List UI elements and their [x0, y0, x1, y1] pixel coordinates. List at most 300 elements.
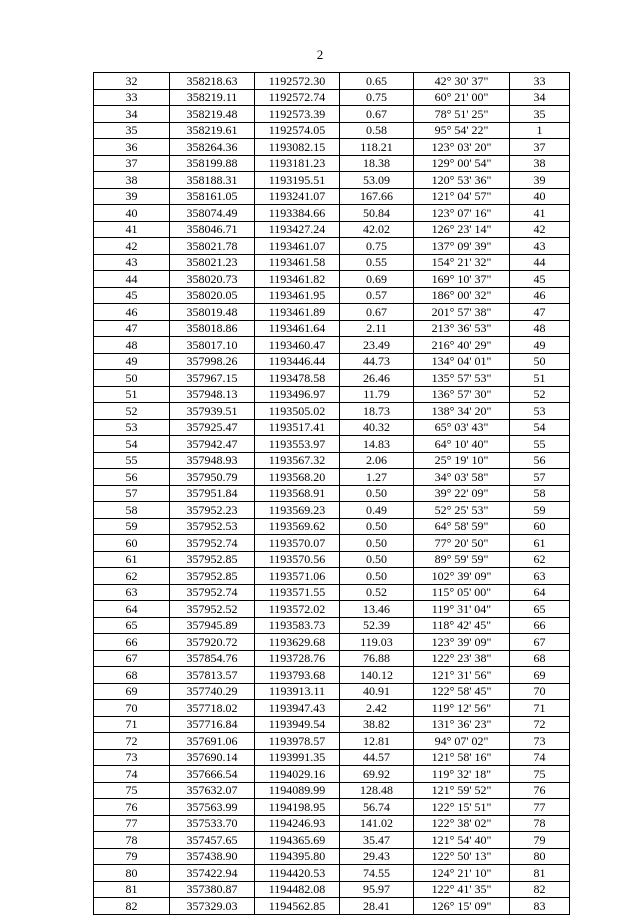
next-point-cell: 67: [510, 634, 570, 651]
direction-angle-cell: 137° 09' 39": [414, 238, 510, 255]
x-coordinate-cell: 357438.90: [170, 848, 255, 865]
y-coordinate-cell: 1192572.74: [255, 89, 340, 106]
x-coordinate-cell: 357920.72: [170, 634, 255, 651]
length-cell: 13.46: [340, 601, 414, 618]
length-cell: 0.69: [340, 271, 414, 288]
direction-angle-cell: 121° 59' 52": [414, 782, 510, 799]
next-point-cell: 70: [510, 683, 570, 700]
direction-angle-cell: 201° 57' 38": [414, 304, 510, 321]
direction-angle-cell: 123° 03' 20": [414, 139, 510, 156]
next-point-cell: 1: [510, 122, 570, 139]
length-cell: 0.52: [340, 584, 414, 601]
length-cell: 119.03: [340, 634, 414, 651]
x-coordinate-cell: 357563.99: [170, 799, 255, 816]
y-coordinate-cell: 1193461.89: [255, 304, 340, 321]
next-point-cell: 75: [510, 766, 570, 783]
x-coordinate-cell: 357952.74: [170, 584, 255, 601]
direction-angle-cell: 52° 25' 53": [414, 502, 510, 519]
point-number-cell: 76: [94, 799, 170, 816]
x-coordinate-cell: 357632.07: [170, 782, 255, 799]
x-coordinate-cell: 357951.84: [170, 485, 255, 502]
direction-angle-cell: 102° 39' 09": [414, 568, 510, 585]
table-row: [94, 832, 570, 849]
length-cell: 0.57: [340, 287, 414, 304]
point-number-cell: 40: [94, 205, 170, 222]
y-coordinate-cell: 1193567.32: [255, 452, 340, 469]
direction-angle-cell: 124° 21' 10": [414, 865, 510, 882]
length-cell: 0.65: [340, 73, 414, 90]
y-coordinate-cell: 1193478.58: [255, 370, 340, 387]
x-coordinate-cell: 357939.51: [170, 403, 255, 420]
next-point-cell: 77: [510, 799, 570, 816]
direction-angle-cell: 213° 36' 53": [414, 320, 510, 337]
direction-angle-cell: 64° 10' 40": [414, 436, 510, 453]
x-coordinate-cell: 358021.23: [170, 254, 255, 271]
table-row: [94, 106, 570, 123]
length-cell: 56.74: [340, 799, 414, 816]
table-row: [94, 122, 570, 139]
point-number-cell: 67: [94, 650, 170, 667]
length-cell: 0.49: [340, 502, 414, 519]
direction-angle-cell: 123° 39' 09": [414, 634, 510, 651]
point-number-cell: 38: [94, 172, 170, 189]
x-coordinate-cell: 358021.78: [170, 238, 255, 255]
point-number-cell: 79: [94, 848, 170, 865]
direction-angle-cell: 126° 15' 09": [414, 898, 510, 915]
direction-angle-cell: 65° 03' 43": [414, 419, 510, 436]
x-coordinate-cell: 357952.85: [170, 568, 255, 585]
direction-angle-cell: 122° 58' 45": [414, 683, 510, 700]
x-coordinate-cell: 358074.49: [170, 205, 255, 222]
length-cell: 140.12: [340, 667, 414, 684]
table-row: [94, 320, 570, 337]
point-number-cell: 64: [94, 601, 170, 618]
point-number-cell: 41: [94, 221, 170, 238]
length-cell: 0.50: [340, 551, 414, 568]
y-coordinate-cell: 1193505.02: [255, 403, 340, 420]
y-coordinate-cell: 1193181.23: [255, 155, 340, 172]
point-number-cell: 59: [94, 518, 170, 535]
length-cell: 50.84: [340, 205, 414, 222]
table-row: [94, 650, 570, 667]
table-row: [94, 452, 570, 469]
x-coordinate-cell: 358218.63: [170, 73, 255, 90]
direction-angle-cell: 126° 23' 14": [414, 221, 510, 238]
x-coordinate-cell: 358020.05: [170, 287, 255, 304]
next-point-cell: 53: [510, 403, 570, 420]
point-number-cell: 35: [94, 122, 170, 139]
y-coordinate-cell: 1193082.15: [255, 139, 340, 156]
table-row: [94, 667, 570, 684]
y-coordinate-cell: 1194365.69: [255, 832, 340, 849]
direction-angle-cell: 119° 31' 04": [414, 601, 510, 618]
table-row: [94, 683, 570, 700]
point-number-cell: 45: [94, 287, 170, 304]
point-number-cell: 48: [94, 337, 170, 354]
direction-angle-cell: 122° 38' 02": [414, 815, 510, 832]
direction-angle-cell: 123° 07' 16": [414, 205, 510, 222]
x-coordinate-cell: 357666.54: [170, 766, 255, 783]
x-coordinate-cell: 358188.31: [170, 172, 255, 189]
point-number-cell: 68: [94, 667, 170, 684]
y-coordinate-cell: 1192574.05: [255, 122, 340, 139]
point-number-cell: 32: [94, 73, 170, 90]
next-point-cell: 63: [510, 568, 570, 585]
point-number-cell: 53: [94, 419, 170, 436]
length-cell: 2.11: [340, 320, 414, 337]
next-point-cell: 39: [510, 172, 570, 189]
direction-angle-cell: 122° 23' 38": [414, 650, 510, 667]
x-coordinate-cell: 357967.15: [170, 370, 255, 387]
length-cell: 28.41: [340, 898, 414, 915]
table-row: [94, 205, 570, 222]
length-cell: 12.81: [340, 733, 414, 750]
y-coordinate-cell: 1193427.24: [255, 221, 340, 238]
next-point-cell: 72: [510, 716, 570, 733]
point-number-cell: 50: [94, 370, 170, 387]
x-coordinate-cell: 358019.48: [170, 304, 255, 321]
x-coordinate-cell: 357998.26: [170, 353, 255, 370]
table-row: [94, 304, 570, 321]
next-point-cell: 69: [510, 667, 570, 684]
direction-angle-cell: 136° 57' 30": [414, 386, 510, 403]
length-cell: 1.27: [340, 469, 414, 486]
next-point-cell: 54: [510, 419, 570, 436]
y-coordinate-cell: 1193461.95: [255, 287, 340, 304]
x-coordinate-cell: 357718.02: [170, 700, 255, 717]
table-row: [94, 254, 570, 271]
next-point-cell: 79: [510, 832, 570, 849]
length-cell: 0.50: [340, 535, 414, 552]
next-point-cell: 38: [510, 155, 570, 172]
table-row: [94, 584, 570, 601]
point-number-cell: 36: [94, 139, 170, 156]
length-cell: 18.38: [340, 155, 414, 172]
y-coordinate-cell: 1193461.58: [255, 254, 340, 271]
next-point-cell: 49: [510, 337, 570, 354]
x-coordinate-cell: 357690.14: [170, 749, 255, 766]
length-cell: 74.55: [340, 865, 414, 882]
direction-angle-cell: 154° 21' 32": [414, 254, 510, 271]
x-coordinate-cell: 357740.29: [170, 683, 255, 700]
table-row: [94, 716, 570, 733]
length-cell: 0.67: [340, 304, 414, 321]
x-coordinate-cell: 357952.52: [170, 601, 255, 618]
table-row: [94, 485, 570, 502]
table-row: [94, 782, 570, 799]
x-coordinate-cell: 357422.94: [170, 865, 255, 882]
y-coordinate-cell: 1193461.82: [255, 271, 340, 288]
length-cell: 44.57: [340, 749, 414, 766]
point-number-cell: 77: [94, 815, 170, 832]
length-cell: 26.46: [340, 370, 414, 387]
y-coordinate-cell: 1193570.56: [255, 551, 340, 568]
point-number-cell: 80: [94, 865, 170, 882]
direction-angle-cell: 121° 54' 40": [414, 832, 510, 849]
table-row: [94, 865, 570, 882]
point-number-cell: 71: [94, 716, 170, 733]
direction-angle-cell: 118° 42' 45": [414, 617, 510, 634]
y-coordinate-cell: 1193572.02: [255, 601, 340, 618]
y-coordinate-cell: 1193570.07: [255, 535, 340, 552]
x-coordinate-cell: 358046.71: [170, 221, 255, 238]
next-point-cell: 83: [510, 898, 570, 915]
table-row: [94, 188, 570, 205]
table-row: [94, 370, 570, 387]
table-row: [94, 568, 570, 585]
length-cell: 18.73: [340, 403, 414, 420]
length-cell: 40.91: [340, 683, 414, 700]
point-number-cell: 46: [94, 304, 170, 321]
next-point-cell: 61: [510, 535, 570, 552]
table-row: [94, 353, 570, 370]
point-number-cell: 75: [94, 782, 170, 799]
next-point-cell: 55: [510, 436, 570, 453]
direction-angle-cell: 122° 41' 35": [414, 881, 510, 898]
point-number-cell: 55: [94, 452, 170, 469]
point-number-cell: 61: [94, 551, 170, 568]
next-point-cell: 37: [510, 139, 570, 156]
length-cell: 29.43: [340, 848, 414, 865]
next-point-cell: 71: [510, 700, 570, 717]
x-coordinate-cell: 358219.61: [170, 122, 255, 139]
y-coordinate-cell: 1193728.76: [255, 650, 340, 667]
next-point-cell: 78: [510, 815, 570, 832]
table-row: [94, 848, 570, 865]
x-coordinate-cell: 358199.88: [170, 155, 255, 172]
point-number-cell: 62: [94, 568, 170, 585]
table-row: [94, 287, 570, 304]
x-coordinate-cell: 357948.93: [170, 452, 255, 469]
x-coordinate-cell: 358017.10: [170, 337, 255, 354]
x-coordinate-cell: 357942.47: [170, 436, 255, 453]
point-number-cell: 69: [94, 683, 170, 700]
direction-angle-cell: 25° 19' 10": [414, 452, 510, 469]
y-coordinate-cell: 1193569.23: [255, 502, 340, 519]
x-coordinate-cell: 358018.86: [170, 320, 255, 337]
table-row: [94, 766, 570, 783]
point-number-cell: 33: [94, 89, 170, 106]
direction-angle-cell: 120° 53' 36": [414, 172, 510, 189]
x-coordinate-cell: 358020.73: [170, 271, 255, 288]
next-point-cell: 74: [510, 749, 570, 766]
table-row: [94, 799, 570, 816]
point-number-cell: 51: [94, 386, 170, 403]
table-row: [94, 898, 570, 915]
table-row: [94, 155, 570, 172]
length-cell: 0.50: [340, 485, 414, 502]
direction-angle-cell: 77° 20' 50": [414, 535, 510, 552]
y-coordinate-cell: 1193460.47: [255, 337, 340, 354]
x-coordinate-cell: 357380.87: [170, 881, 255, 898]
point-number-cell: 56: [94, 469, 170, 486]
point-number-cell: 49: [94, 353, 170, 370]
x-coordinate-cell: 358161.05: [170, 188, 255, 205]
point-number-cell: 54: [94, 436, 170, 453]
y-coordinate-cell: 1193571.55: [255, 584, 340, 601]
table-row: [94, 419, 570, 436]
next-point-cell: 33: [510, 73, 570, 90]
y-coordinate-cell: 1193568.20: [255, 469, 340, 486]
length-cell: 53.09: [340, 172, 414, 189]
direction-angle-cell: 115° 05' 00": [414, 584, 510, 601]
y-coordinate-cell: 1194395.80: [255, 848, 340, 865]
table-row: [94, 386, 570, 403]
direction-angle-cell: 39° 22' 09": [414, 485, 510, 502]
y-coordinate-cell: 1193384.66: [255, 205, 340, 222]
length-cell: 0.50: [340, 568, 414, 585]
point-number-cell: 39: [94, 188, 170, 205]
direction-angle-cell: 119° 12' 56": [414, 700, 510, 717]
table-row: [94, 749, 570, 766]
point-number-cell: 70: [94, 700, 170, 717]
length-cell: 0.67: [340, 106, 414, 123]
x-coordinate-cell: 357952.23: [170, 502, 255, 519]
next-point-cell: 46: [510, 287, 570, 304]
direction-angle-cell: 131° 36' 23": [414, 716, 510, 733]
point-number-cell: 66: [94, 634, 170, 651]
table-row: [94, 518, 570, 535]
point-number-cell: 57: [94, 485, 170, 502]
point-number-cell: 72: [94, 733, 170, 750]
table-row: [94, 139, 570, 156]
y-coordinate-cell: 1193978.57: [255, 733, 340, 750]
next-point-cell: 76: [510, 782, 570, 799]
x-coordinate-cell: 357691.06: [170, 733, 255, 750]
y-coordinate-cell: 1193949.54: [255, 716, 340, 733]
x-coordinate-cell: 357329.03: [170, 898, 255, 915]
y-coordinate-cell: 1193947.43: [255, 700, 340, 717]
length-cell: 141.02: [340, 815, 414, 832]
y-coordinate-cell: 1193517.41: [255, 419, 340, 436]
direction-angle-cell: 42° 30' 37": [414, 73, 510, 90]
next-point-cell: 81: [510, 865, 570, 882]
next-point-cell: 59: [510, 502, 570, 519]
next-point-cell: 65: [510, 601, 570, 618]
direction-angle-cell: 186° 00' 32": [414, 287, 510, 304]
point-number-cell: 34: [94, 106, 170, 123]
point-number-cell: 44: [94, 271, 170, 288]
y-coordinate-cell: 1193571.06: [255, 568, 340, 585]
table-row: [94, 634, 570, 651]
length-cell: 95.97: [340, 881, 414, 898]
y-coordinate-cell: 1194246.93: [255, 815, 340, 832]
table-row: [94, 617, 570, 634]
next-point-cell: 43: [510, 238, 570, 255]
direction-angle-cell: 129° 00' 54": [414, 155, 510, 172]
y-coordinate-cell: 1193496.97: [255, 386, 340, 403]
point-number-cell: 52: [94, 403, 170, 420]
next-point-cell: 50: [510, 353, 570, 370]
x-coordinate-cell: 357925.47: [170, 419, 255, 436]
direction-angle-cell: 94° 07' 02": [414, 733, 510, 750]
next-point-cell: 51: [510, 370, 570, 387]
table-row: [94, 89, 570, 106]
y-coordinate-cell: 1192573.39: [255, 106, 340, 123]
point-number-cell: 65: [94, 617, 170, 634]
direction-angle-cell: 121° 31' 56": [414, 667, 510, 684]
y-coordinate-cell: 1193195.51: [255, 172, 340, 189]
length-cell: 0.55: [340, 254, 414, 271]
y-coordinate-cell: 1193913.11: [255, 683, 340, 700]
table-row: [94, 551, 570, 568]
length-cell: 0.58: [340, 122, 414, 139]
point-number-cell: 42: [94, 238, 170, 255]
point-number-cell: 58: [94, 502, 170, 519]
length-cell: 35.47: [340, 832, 414, 849]
table-row: [94, 502, 570, 519]
direction-angle-cell: 122° 50' 13": [414, 848, 510, 865]
table-row: [94, 238, 570, 255]
direction-angle-cell: 119° 32' 18": [414, 766, 510, 783]
direction-angle-cell: 78° 51' 25": [414, 106, 510, 123]
next-point-cell: 58: [510, 485, 570, 502]
next-point-cell: 41: [510, 205, 570, 222]
length-cell: 38.82: [340, 716, 414, 733]
next-point-cell: 44: [510, 254, 570, 271]
length-cell: 2.42: [340, 700, 414, 717]
length-cell: 23.49: [340, 337, 414, 354]
y-coordinate-cell: 1193553.97: [255, 436, 340, 453]
point-number-cell: 47: [94, 320, 170, 337]
length-cell: 0.75: [340, 238, 414, 255]
page-number: 2: [316, 47, 324, 62]
direction-angle-cell: 60° 21' 00": [414, 89, 510, 106]
y-coordinate-cell: 1193461.07: [255, 238, 340, 255]
y-coordinate-cell: 1193446.44: [255, 353, 340, 370]
length-cell: 42.02: [340, 221, 414, 238]
length-cell: 69.92: [340, 766, 414, 783]
point-number-cell: 78: [94, 832, 170, 849]
y-coordinate-cell: 1192572.30: [255, 73, 340, 90]
point-number-cell: 74: [94, 766, 170, 783]
direction-angle-cell: 169° 10' 37": [414, 271, 510, 288]
direction-angle-cell: 216° 40' 29": [414, 337, 510, 354]
table-row: [94, 881, 570, 898]
direction-angle-cell: 89° 59' 59": [414, 551, 510, 568]
x-coordinate-cell: 357950.79: [170, 469, 255, 486]
table-row: [94, 172, 570, 189]
x-coordinate-cell: 358264.36: [170, 139, 255, 156]
x-coordinate-cell: 357945.89: [170, 617, 255, 634]
y-coordinate-cell: 1193568.91: [255, 485, 340, 502]
table-row: [94, 403, 570, 420]
length-cell: 118.21: [340, 139, 414, 156]
next-point-cell: 57: [510, 469, 570, 486]
x-coordinate-cell: 357854.76: [170, 650, 255, 667]
y-coordinate-cell: 1193991.35: [255, 749, 340, 766]
length-cell: 40.32: [340, 419, 414, 436]
next-point-cell: 73: [510, 733, 570, 750]
direction-angle-cell: 121° 04' 57": [414, 188, 510, 205]
next-point-cell: 82: [510, 881, 570, 898]
y-coordinate-cell: 1193569.62: [255, 518, 340, 535]
y-coordinate-cell: 1194198.95: [255, 799, 340, 816]
next-point-cell: 45: [510, 271, 570, 288]
direction-angle-cell: 95° 54' 22": [414, 122, 510, 139]
point-number-cell: 60: [94, 535, 170, 552]
x-coordinate-cell: 357533.70: [170, 815, 255, 832]
table-row: [94, 221, 570, 238]
direction-angle-cell: 134° 04' 01": [414, 353, 510, 370]
length-cell: 11.79: [340, 386, 414, 403]
table-row: [94, 436, 570, 453]
y-coordinate-cell: 1193583.73: [255, 617, 340, 634]
point-number-cell: 43: [94, 254, 170, 271]
y-coordinate-cell: 1194482.08: [255, 881, 340, 898]
x-coordinate-cell: 357716.84: [170, 716, 255, 733]
y-coordinate-cell: 1193461.64: [255, 320, 340, 337]
